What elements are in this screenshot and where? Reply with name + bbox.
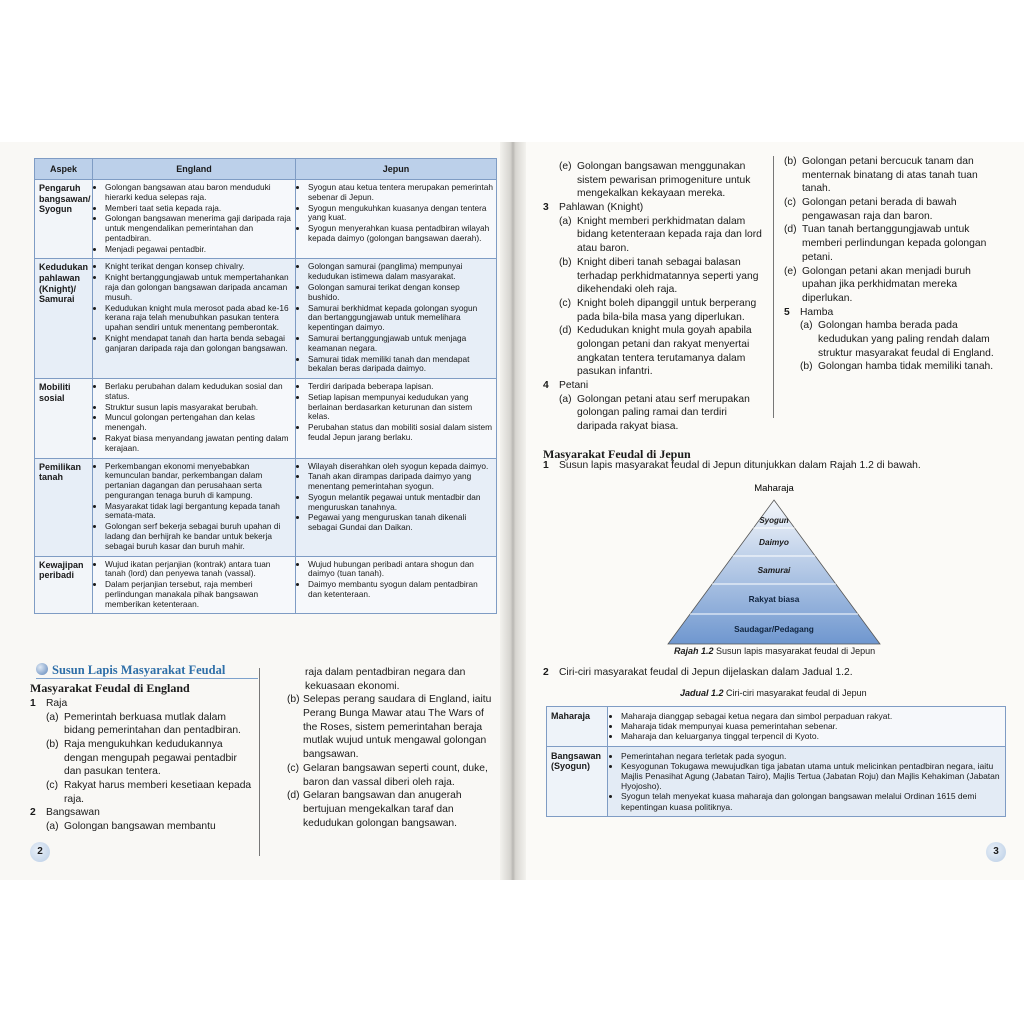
pyramid-level-label: Syogun [759,516,789,525]
bullet-point: • Syogun melantik pegawai untuk mentadbir dan menguruskan tanahnya. [308,493,493,513]
bullet-point: • Perkembangan ekonomi menyebabkan kemunculan bandar, perkembangan dalam pertanian dagangan dan perusahaan serta pengurangan tenaga buruh di kampung. [105,462,292,501]
bullet-point: • Maharaja dan keluarganya tinggal terpencil di Kyoto. [621,731,1001,741]
raja-heading [30,697,256,711]
bullet-point: • Maharaja tidak mempunyai kuasa pemerintahan sebenar. [621,721,1001,731]
jepun-cell [296,180,497,259]
item-label: (a) [46,711,59,723]
item-text: Golongan bangsawan menggunakan sistem pewarisan primogeniture untuk mengekalkan kekayaan mereka. [577,161,751,200]
item-label: (b) [46,739,59,751]
jepun-points [300,183,493,244]
bullet-point: • Knight bertanggungjawab untuk mempertahankan raja dan golongan bangsawan daripada ancaman musuh. [105,273,292,302]
subsection-title-jepun: Masyarakat Feudal di Jepun [543,447,691,461]
item-text: Pemerintah berkuasa mutlak dalam bidang pemerintahan dan pentadbiran. [64,711,241,737]
key-cell: Bangsawan (Syogun) [547,746,608,816]
bangsawan-heading [30,806,256,820]
p2-text: Ciri-ciri masyarakat feudal di Jepun dijelaskan dalam Jadual 1.2. [559,667,853,678]
bullet-point: • Samurai berkhidmat kepada golongan syogun dan bertanggungjawab untuk memelihara kepentingan daimyo. [308,304,493,333]
aspek-cell: Kedudukan pahlawan (Knight)/ Samurai [35,259,93,379]
pahlawan-num: 3 [543,202,549,214]
petani-list-rest [784,155,1002,306]
bullet-point: • Samurai tidak memiliki tanah dan mendapat bekalan beras daripada daimyo. [308,355,493,375]
item-text: Golongan petani akan menjadi buruh upahan jika perkhidmatan mereka diperlukan. [802,265,971,304]
pyramid-top-label: Maharaja [754,483,794,494]
column-divider-right [773,156,774,418]
list-item [46,711,256,738]
hamba-heading [784,306,1002,320]
left-column-1 [30,681,256,834]
bangsawan-a [30,820,256,834]
page-number-right: 3 [986,842,1006,862]
hamba-title: Hamba [800,306,834,318]
england-cell [93,556,296,614]
section-underline [36,678,258,679]
hamba-num: 5 [784,306,790,318]
item-label: (c) [287,762,300,774]
table-row [35,259,497,379]
list-item [46,820,256,834]
item-label: (a) [46,821,59,833]
bullet-point: • Samurai bertanggungjawab untuk menjaga keamanan negara. [308,334,493,354]
bullet-point: • Golongan bangsawan atau baron menduduki hierarki kedua selepas raja. [105,183,292,203]
globe-icon [36,663,48,675]
item-label: (b) [800,361,813,373]
table-row [547,707,1006,747]
item-text: Golongan bangsawan membantu [64,821,216,833]
item-label: (c) [46,780,59,792]
item-label: (d) [287,790,300,802]
bullet-point: • Kesyogunan Tokugawa mewujudkan tiga jabatan utama untuk melicinkan pentadbiran negara, iaitu Majlis Penasihat Agung (Jabatan Tairo), Majlis Tertua (Jabatan Roju) dan Majlis Kehakiman (Jabatan Hyojosho). [621,761,1001,792]
bangsawan-title: Bangsawan [46,807,100,819]
aspek-cell: Pengaruh bangsawan/ Syogun [35,180,93,259]
points-cell [608,746,1006,816]
item-label: (a) [559,393,572,405]
item-text: Gelaran bangsawan seperti count, duke, baron dan vassal diberi oleh raja. [303,762,488,788]
header-jepun: Jepun [296,159,497,180]
table-caption [680,688,867,698]
bullet-point: • Maharaja dianggap sebagai ketua negara dan simbol perpaduan rakyat. [621,711,1001,721]
left-column-2 [287,666,493,830]
england-points [97,262,292,353]
list-item [559,297,765,324]
item-text: Gelaran bangsawan dan anugerah bertujuan mengekalkan taraf dan kedudukan golongan bangsawan. [303,790,462,829]
table-caption-text: Ciri-ciri masyarakat feudal di Jepun [726,688,867,698]
item-label: (e) [784,265,797,277]
item-text: Raja mengukuhkan kedudukannya dengan mengupah pegawai pentadbir dan pasukan tentera. [64,739,237,778]
bullet-point: • Dalam perjanjian tersebut, raja memberi perlindungan manakala pihak bangsawan memberikan ketenteraan. [105,580,292,609]
table-header-row [35,159,497,180]
jepun-points [300,262,493,374]
item-text: Golongan petani berada di bawah pengawasan raja dan baron. [802,197,957,222]
jepun-cell [296,259,497,379]
bangsawan-e [543,160,765,201]
item-label: (e) [559,161,572,172]
bullet-point: • Memberi taat setia kepada raja. [105,204,292,214]
item-label: (b) [559,256,572,268]
list-item [784,155,1002,196]
bullet-point: • Syogun menyerahkan kuasa pentadbiran wilayah kepada daimyo (golongan bangsawan daerah). [308,224,493,244]
aspek-cell: Mobiliti sosial [35,379,93,458]
p1-num: 1 [543,460,549,471]
item-text: Golongan petani bercucuk tanam dan menternak binatang di atas tanah tuan tanah. [802,156,978,195]
table-caption-label: Jadual 1.2 [680,688,724,698]
bangsawan-list [287,693,493,830]
bullet-point: • Golongan samurai (panglima) mempunyai kedudukan istimewa dalam masyarakat. [308,262,493,282]
pyramid-level-label: Daimyo [759,537,789,547]
petani-list-a [543,393,765,434]
pyramid-level-label: Rakyat biasa [748,594,800,604]
bullet-point: • Knight terikat dengan konsep chivalry. [105,262,292,272]
list-item [784,223,1002,264]
bullet-point: • Golongan samurai terikat dengan konsep bushido. [308,283,493,303]
item-text: Kedudukan knight mula goyah apabila golongan petani dan rakyat menyertai angkatan tentera terutamanya dalam pasukan infantri. [577,325,752,378]
right-column-1 [543,160,765,434]
raja-list [30,711,256,807]
bullet-point: • Pemerintahan negara terletak pada syogun. [621,751,1001,761]
bullet-point: • Masyarakat tidak lagi bergantung kepada tanah semata-mata. [105,502,292,522]
item-label: (a) [559,215,572,227]
england-points [97,183,292,254]
bullet-point: • Muncul golongan pertengahan dan kelas menengah. [105,413,292,433]
list-item [287,693,493,761]
item-text: Knight memberi perkhidmatan dalam bidang ketenteraan kepada raja dan lord atau baron. [577,215,762,255]
jepun-cell [296,458,497,556]
bullet-point: • Kedudukan knight mula merosot pada abad ke-16 kerana raja telah menubuhkan pasukan tentera upahan sendiri untuk menentang pemberontak. [105,304,292,333]
feudal-pyramid-diagram [640,478,900,646]
item-text: Tuan tanah bertanggungjawab untuk memberi perlindungan kepada golongan petani. [802,224,987,263]
list-item [46,738,256,779]
item-label: (c) [559,297,572,309]
list-item [559,160,765,201]
list-item [559,256,765,297]
item-label: (b) [287,694,300,706]
section-title [36,663,225,678]
header-england: England [93,159,296,180]
bullet-point: • Wujud ikatan perjanjian (kontrak) antara tuan tanah (lord) dan penyewa tanah (vassal). [105,560,292,580]
list-item [800,360,1002,374]
bullet-point: • Berlaku perubahan dalam kedudukan sosial dan status. [105,382,292,402]
comparison-table [34,158,497,614]
list-item [559,215,765,256]
item-label: (a) [800,320,813,332]
p2-num: 2 [543,667,549,678]
list-item [287,789,493,830]
p1-text: Susun lapis masyarakat feudal di Jepun ditunjukkan dalam Rajah 1.2 di bawah. [559,460,921,471]
figure-caption-label: Rajah 1.2 [674,646,714,656]
england-cell [93,458,296,556]
pahlawan-title: Pahlawan (Knight) [559,202,644,214]
points-list [612,711,1001,742]
bullet-point: • Wujud hubungan peribadi antara shogun dan daimyo (tuan tanah). [308,560,493,580]
jepun-paragraph-1 [543,459,921,472]
item-label: (d) [784,224,797,236]
petani-num: 4 [543,380,549,391]
bullet-point: • Syogun atau ketua tentera merupakan pemerintah sebenar di Jepun. [308,183,493,203]
item-label: (b) [784,156,797,167]
england-points [97,382,292,453]
table-row [35,379,497,458]
list-item [559,393,765,434]
petani-heading [543,379,765,393]
list-item [46,779,256,806]
pahlawan-heading [543,201,765,215]
bullet-point: • Golongan bangsawan menerima gaji daripada raja untuk mengendalikan pemerintahan dan pentadbiran. [105,214,292,243]
section-title-text: Susun Lapis Masyarakat Feudal [52,663,226,677]
feudal-japan-table [546,706,1006,817]
aspek-cell: Kewajipan peribadi [35,556,93,614]
list-item [784,265,1002,306]
bullet-point: • Pegawai yang menguruskan tanah dikenali sebagai Gundai dan Daikan. [308,513,493,533]
table-row [35,458,497,556]
item-text: Golongan petani atau serf merupakan golongan paling ramai dan terdiri daripada rakyat biasa. [577,393,750,433]
page-number-left: 2 [30,842,50,862]
england-cell [93,180,296,259]
item-text: Knight diberi tanah sebagai balasan terhadap perkhidmatannya seperti yang dikehendaki oleh raja. [577,256,759,296]
table-row [35,556,497,614]
bullet-point: • Daimyo membantu syogun dalam pentadbiran dan ketenteraan. [308,580,493,600]
points-list [612,751,1001,812]
jepun-points [300,462,493,533]
pyramid-level-label: Saudagar/Pedagang [734,624,814,634]
bullet-point: • Knight mendapat tanah dan harta benda sebagai ganjaran daripada raja dan golongan bangsawan. [105,334,292,354]
bullet-point: • Golongan serf bekerja sebagai buruh upahan di ladang dan berhijrah ke bandar untuk bekerja sebagai buruh kasar dan buruh mahir. [105,522,292,551]
jepun-cell [296,379,497,458]
item-text: Golongan hamba berada pada kedudukan yang paling rendah dalam struktur masyarakat feudal di England. [818,320,994,359]
column-divider [259,668,260,856]
jepun-cell [296,556,497,614]
list-item [784,196,1002,223]
bullet-point: • Syogun mengukuhkan kuasanya dengan tentera yang kuat. [308,204,493,224]
key-cell: Maharaja [547,707,608,747]
figure-caption-text: Susun lapis masyarakat feudal di Jepun [716,646,876,656]
pahlawan-list [543,215,765,379]
subsection-title-england: Masyarakat Feudal di England [30,681,190,695]
bullet-point: • Tanah akan dirampas daripada daimyo yang menentang pemerintahan syogun. [308,472,493,492]
item-label: (d) [559,325,572,337]
item-text: Rakyat harus memberi kesetiaan kepada raja. [64,780,252,805]
bangsawan-a-continued: raja dalam pentadbiran negara dan kekuasaan ekonomi. [305,667,466,692]
points-cell [608,707,1006,747]
jepun-points [300,382,493,443]
bullet-point: • Wilayah diserahkan oleh syogun kepada daimyo. [308,462,493,472]
list-item [559,324,765,379]
bullet-point: • Terdiri daripada beberapa lapisan. [308,382,493,392]
item-text: Golongan hamba tidak memiliki tanah. [818,361,994,373]
bullet-point: • Setiap lapisan mempunyai kedudukan yang berlainan berdasarkan keturunan dan sistem kelas. [308,393,493,422]
header-aspek: Aspek [35,159,93,180]
jepun-points [300,560,493,600]
table-row [547,746,1006,816]
pyramid-level-label: Samurai [757,565,791,575]
england-cell [93,259,296,379]
item-label: (c) [784,197,797,209]
bullet-point: • Menjadi pegawai pentadbir. [105,245,292,255]
england-points [97,560,292,610]
table-row [35,180,497,259]
list-item [287,762,493,789]
bullet-point: • Struktur susun lapis masyarakat berubah. [105,403,292,413]
raja-title: Raja [46,697,68,709]
bullet-point: • Syogun telah menyekat kuasa maharaja dan golongan bangsawan melalui Ordinan 1615 demi kepentingan kuasa politiknya. [621,791,1001,811]
bullet-point: • Rakyat biasa menyandang jawatan penting dalam kerajaan. [105,434,292,454]
raja-num: 1 [30,697,36,709]
figure-caption [674,646,875,656]
england-cell [93,379,296,458]
bangsawan-num: 2 [30,807,36,819]
book-gutter [500,142,526,880]
right-column-2 [784,155,1002,374]
aspek-cell: Pemilikan tanah [35,458,93,556]
jepun-paragraph-2 [543,666,853,679]
list-item [800,319,1002,360]
item-text: Knight boleh dipanggil untuk berperang pada bila-bila masa yang diperlukan. [577,297,757,323]
hamba-list [784,319,1002,374]
bullet-point: • Perubahan status dan mobiliti sosial dalam sistem feudal Jepun jarang berlaku. [308,423,493,443]
item-text: Selepas perang saudara di England, iaitu Perang Bunga Mawar atau The Wars of the Roses, sistem pemerintahan beraja mutlak wujud untuk mengawal golongan bangsawan. [303,694,492,761]
england-points [97,462,292,552]
petani-title: Petani [559,380,589,391]
